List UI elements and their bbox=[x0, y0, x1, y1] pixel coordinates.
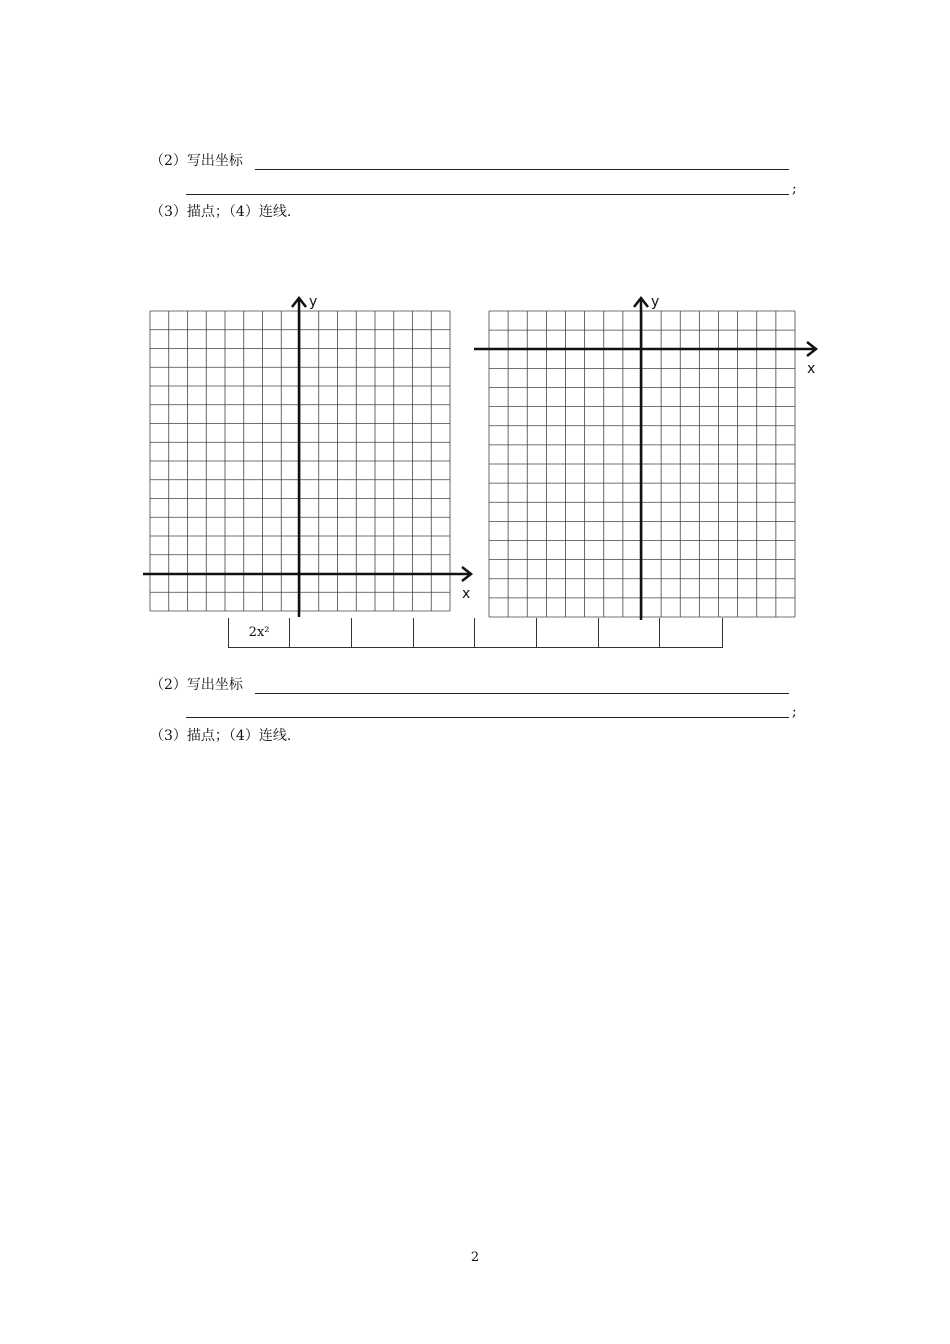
x-axis-label: x bbox=[807, 361, 816, 377]
row-header-text: 2x² bbox=[248, 625, 270, 640]
write-coordinates-label: （2）写出坐标 bbox=[150, 677, 243, 693]
page-number: 2 bbox=[470, 1250, 480, 1265]
steps-instruction: （3）描点；（4）连线. bbox=[150, 204, 292, 220]
steps-instruction: （3）描点；（4）连线. bbox=[150, 728, 292, 744]
table-cell[interactable] bbox=[414, 618, 476, 647]
x-axis-label: x bbox=[462, 586, 471, 602]
value-table-row bbox=[228, 618, 723, 648]
answer-blank-line[interactable] bbox=[255, 693, 789, 694]
table-cell[interactable] bbox=[352, 618, 414, 647]
answer-blank-line[interactable] bbox=[186, 717, 789, 718]
table-row-header bbox=[229, 618, 290, 647]
semicolon: ; bbox=[792, 181, 797, 197]
write-coordinates-label: （2）写出坐标 bbox=[150, 153, 243, 169]
table-cell[interactable] bbox=[660, 618, 722, 647]
table-cell[interactable] bbox=[599, 618, 661, 647]
table-cell[interactable] bbox=[290, 618, 352, 647]
y-axis-label: y bbox=[309, 294, 318, 310]
y-axis-label: y bbox=[651, 294, 660, 310]
left-axes bbox=[143, 294, 471, 617]
table-cell[interactable] bbox=[537, 618, 599, 647]
table-cell[interactable] bbox=[475, 618, 537, 647]
right-axes bbox=[474, 294, 816, 620]
semicolon: ; bbox=[792, 704, 797, 720]
